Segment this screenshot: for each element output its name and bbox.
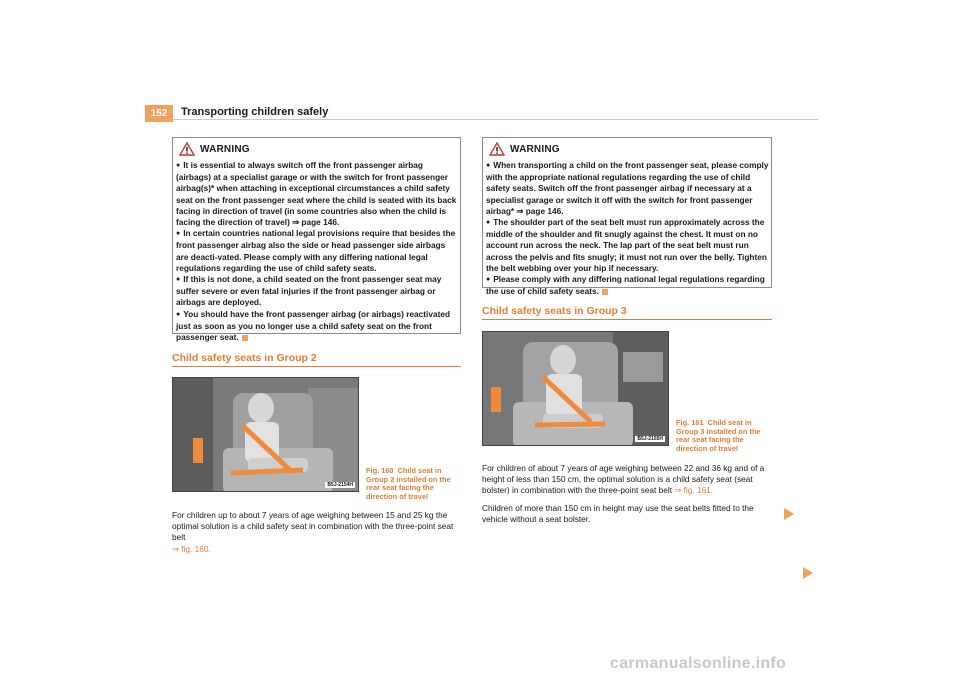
figure-link[interactable]: ⇒ fig. 161. bbox=[674, 485, 714, 496]
warning-body bbox=[486, 160, 770, 297]
warning-triangle-icon bbox=[179, 142, 195, 156]
figure-number: Fig. 161 bbox=[676, 418, 704, 427]
warning-bullet: ● In certain countries national legal provisions require that besides the front passenger airbag also the side or head passenger side airbags are deacti-vated. Please comply with any differing national legal regulations regarding the use of child safety seats. bbox=[176, 228, 459, 274]
warning-box-right bbox=[482, 137, 772, 297]
running-title: Transporting children safely bbox=[181, 106, 329, 118]
warning-bullet: ● When transporting a child on the front passenger seat, please comply with the appropriate national regulations regarding the use of child safety seats. Switch off the front passenger airbag if necessary at a specialist garage or switch it off with the switch for front passenger airbag* ⇒ page 146. bbox=[486, 160, 770, 217]
next-page-arrow-icon[interactable] bbox=[803, 567, 813, 579]
end-of-section-marker bbox=[602, 289, 608, 295]
warning-bullet: ● If this is not done, a child seated on the front passenger seat may suffer severe or even fatal injuries if the front passenger airbag or airbags are deployed. bbox=[176, 274, 459, 309]
header-rule bbox=[173, 119, 818, 120]
section-rule bbox=[172, 366, 461, 367]
group2-body bbox=[172, 510, 461, 561]
warning-bullet: ● The shoulder part of the seat belt must run approximately across the middle of the shoulder and fit snugly against the chest. It must on no account run across the neck. The lap part of the seat belt must run across the pelvis and fits snugly; it must not run over the belly. Tighten the belt webbing over your hip if necessary. bbox=[486, 217, 770, 274]
figure-number: Fig. 160 bbox=[366, 466, 394, 475]
caption-text: Child seat in Group 2 installed on the rear seat facing the direction of travel bbox=[366, 466, 451, 501]
photo-code: B5J-2155H bbox=[637, 436, 663, 442]
caption-text: Child seat in Group 3 installed on the rear seat facing the direction of travel bbox=[676, 418, 761, 453]
footer-watermark: carmanualsonline.info bbox=[610, 655, 787, 672]
figure-link[interactable]: ⇒ fig. 160. bbox=[172, 543, 211, 554]
warning-bullet: ● It is essential to always switch off the front passenger airbag (airbags) at a specialist garage or with the switch for front passenger airbag(s)* when attaching in exceptional circumstances a child safety seat on the front passenger seat where the child is seated with its back facing in direction of travel (in some countries also when the child is facing the direction of travel) ⇒ page 146. bbox=[176, 160, 459, 228]
warning-body bbox=[176, 160, 459, 343]
section-title-group2: Child safety seats in Group 2 bbox=[172, 352, 317, 364]
section-title-group3: Child safety seats in Group 3 bbox=[482, 305, 627, 317]
warning-bullet-last: ● You should have the front passenger airbag (or airbags) reactivated just as soon as you no longer use a child safety seat on the front passenger seat. bbox=[176, 309, 459, 344]
figure-160-caption bbox=[366, 467, 461, 501]
photo-code: B5J-2154H bbox=[327, 482, 353, 488]
group3-body bbox=[482, 463, 772, 531]
page-number: 152 bbox=[145, 105, 173, 122]
body-text: Children of more than 150 cm in height may use the seat belts fitted to the vehicle without a seat bolster. bbox=[482, 502, 754, 524]
figure-161-photo bbox=[482, 331, 669, 446]
child-seat-illustration bbox=[173, 378, 359, 492]
warning-triangle-icon bbox=[489, 142, 505, 156]
child-booster-illustration bbox=[483, 332, 669, 446]
end-of-section-marker bbox=[242, 335, 248, 341]
body-text: For children of about 7 years of age weighing between 22 and 36 kg and of a height of less than 150 cm, the optimal solution is a child safety seat (seat bolster) in combination with the three-point seat belt bbox=[482, 463, 765, 496]
warning-title: WARNING bbox=[200, 144, 250, 155]
figure-160-photo bbox=[172, 377, 359, 492]
warning-title: WARNING bbox=[510, 144, 560, 155]
body-text: For children up to about 7 years of age weighing between 15 and 25 kg the optimal solution is a child safety seat in combination with the three-point seat belt bbox=[172, 510, 454, 543]
section-rule bbox=[482, 319, 772, 320]
warning-box-left bbox=[172, 137, 461, 343]
next-page-arrow-icon[interactable] bbox=[784, 508, 794, 520]
warning-bullet-last: ● Please comply with any differing national legal regulations regarding the use of child safety seats. bbox=[486, 274, 770, 297]
figure-161-caption bbox=[676, 419, 772, 453]
